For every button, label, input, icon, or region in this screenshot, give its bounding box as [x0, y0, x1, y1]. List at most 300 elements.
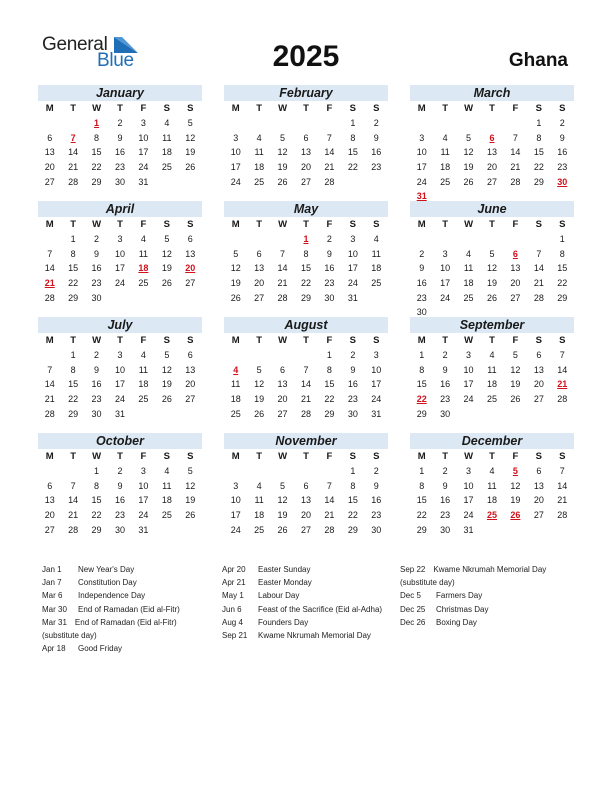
day-cell: 11: [487, 364, 497, 375]
day-cell: 21: [324, 510, 335, 521]
day-cell: 15: [91, 495, 102, 506]
day-cell: 9: [94, 364, 100, 375]
day-cell: 27: [254, 292, 265, 303]
day-grid: [38, 334, 202, 421]
day-cell: 14: [277, 263, 288, 274]
weekday-header: S: [535, 103, 542, 114]
weekday-header: F: [512, 219, 519, 230]
weekday-header: S: [163, 335, 170, 346]
day-cell: 24: [463, 394, 474, 405]
day-cell: 25: [161, 162, 172, 173]
day-cell: 13: [44, 147, 55, 158]
month-december: [410, 433, 574, 537]
day-cell: 17: [230, 510, 241, 521]
day-cell: 16: [347, 379, 358, 390]
day-cell: 15: [416, 379, 427, 390]
day-cell: 5: [489, 248, 495, 259]
day-cell: 7: [559, 350, 565, 360]
day-grid: [38, 450, 202, 537]
day-cell: 24: [114, 394, 125, 405]
day-cell: 7: [47, 248, 53, 259]
weekday-header: T: [489, 335, 495, 346]
empty-day-cell: [410, 232, 433, 247]
day-cell: 28: [533, 292, 544, 303]
day-cell: 5: [280, 132, 286, 143]
day-cell: 9: [373, 132, 379, 143]
weekday-header: T: [117, 219, 123, 230]
day-cell: 19: [161, 263, 172, 274]
day-cell: 20: [44, 510, 55, 521]
weekday-header: W: [278, 103, 288, 114]
day-cell: 6: [187, 350, 193, 360]
day-cell: 26: [185, 510, 196, 521]
weekday-header: F: [512, 335, 519, 346]
day-cell: 11: [487, 480, 497, 491]
day-cell: 7: [512, 132, 518, 143]
day-cell: 4: [489, 466, 495, 476]
day-cell: 5: [256, 364, 262, 375]
day-cell: 14: [68, 495, 79, 506]
holiday-name: Labour Day: [258, 591, 300, 601]
weekday-header: M: [231, 219, 240, 230]
day-cell: 15: [533, 147, 544, 158]
day-cell: 15: [68, 263, 79, 274]
day-cell: 13: [510, 263, 521, 274]
holiday-day-cell: 5: [512, 466, 518, 476]
day-cell: 10: [138, 132, 149, 143]
day-cell: 16: [91, 263, 102, 274]
holiday-date: Dec 25: [400, 604, 426, 614]
day-cell: 17: [138, 147, 149, 158]
weekday-header: W: [92, 335, 102, 346]
day-cell: 12: [510, 480, 521, 491]
day-cell: 29: [533, 176, 544, 187]
day-cell: 10: [463, 364, 474, 375]
holiday-day-cell: 6: [512, 248, 518, 259]
empty-day-cell: [247, 464, 270, 479]
day-cell: 14: [44, 379, 55, 390]
day-cell: 16: [416, 278, 427, 289]
weekday-header: F: [512, 103, 519, 114]
day-cell: 8: [70, 364, 76, 375]
day-cell: 6: [47, 480, 53, 491]
weekday-header: M: [417, 451, 426, 462]
day-cell: 13: [300, 495, 311, 506]
day-cell: 31: [114, 408, 125, 419]
holiday-name: End of Ramadan (Eid al-Fitr): [74, 617, 177, 627]
day-cell: 11: [440, 147, 450, 158]
weekday-header: S: [349, 219, 356, 230]
day-cell: 8: [419, 480, 425, 491]
month-april: [38, 201, 202, 305]
day-cell: 21: [324, 162, 335, 173]
weekday-header: T: [489, 451, 495, 462]
empty-day-cell: [61, 116, 84, 131]
holiday-day-cell: 25: [486, 510, 497, 521]
weekday-header: S: [187, 335, 194, 346]
day-cell: 23: [91, 394, 102, 405]
month-title: August: [224, 317, 388, 333]
weekday-header: F: [140, 335, 147, 346]
day-cell: 24: [463, 510, 474, 521]
empty-day-cell: [271, 348, 294, 363]
day-cell: 17: [440, 278, 451, 289]
day-cell: 9: [326, 248, 332, 259]
empty-day-cell: [480, 116, 503, 131]
day-cell: 10: [347, 248, 358, 259]
empty-day-cell: [504, 116, 527, 131]
day-grid: [224, 450, 388, 537]
holiday-date: Dec 26: [400, 617, 426, 627]
day-cell: 1: [350, 118, 356, 128]
day-cell: 19: [161, 379, 172, 390]
weekday-header: S: [535, 335, 542, 346]
day-cell: 18: [254, 162, 265, 173]
holiday-note: [222, 589, 382, 602]
month-november: [224, 433, 388, 537]
day-cell: 23: [416, 292, 427, 303]
day-cell: 2: [442, 466, 448, 476]
day-cell: 24: [371, 394, 382, 405]
day-cell: 11: [138, 364, 149, 375]
day-cell: 14: [533, 263, 544, 274]
day-cell: 26: [277, 524, 288, 535]
day-cell: 22: [324, 394, 335, 405]
day-cell: 6: [187, 234, 193, 244]
day-cell: 30: [324, 292, 335, 303]
holiday-name: Independence Day: [78, 591, 146, 601]
day-cell: 3: [419, 132, 425, 143]
day-cell: 26: [161, 394, 172, 405]
day-cell: 8: [303, 248, 309, 259]
weekday-header: M: [231, 451, 240, 462]
weekday-header: W: [92, 103, 102, 114]
day-cell: 31: [463, 524, 474, 535]
day-cell: 28: [277, 292, 288, 303]
month-title: February: [224, 85, 388, 101]
day-cell: 8: [326, 364, 332, 375]
day-cell: 8: [419, 364, 425, 375]
weekday-header: F: [512, 451, 519, 462]
holiday-note-continuation: (substitute day): [42, 631, 97, 641]
holiday-date: Apr 21: [222, 578, 246, 588]
day-cell: 31: [138, 524, 149, 535]
day-cell: 24: [230, 176, 241, 187]
month-october: [38, 433, 202, 537]
day-cell: 26: [463, 176, 474, 187]
day-cell: 2: [117, 118, 123, 128]
weekday-header: W: [464, 103, 474, 114]
weekday-header: T: [70, 103, 77, 114]
day-cell: 19: [486, 278, 497, 289]
month-august: [224, 317, 388, 421]
day-cell: 18: [371, 263, 382, 274]
day-cell: 7: [47, 364, 53, 375]
day-cell: 26: [254, 408, 265, 419]
holiday-date: Jan 1: [42, 565, 62, 574]
day-cell: 22: [68, 278, 79, 289]
day-cell: 1: [536, 118, 542, 128]
weekday-header: S: [373, 335, 380, 346]
empty-day-cell: [224, 464, 247, 479]
day-grid: [224, 102, 388, 189]
day-cell: 13: [277, 379, 288, 390]
holiday-name: Founders Day: [258, 617, 309, 627]
day-cell: 1: [559, 234, 565, 244]
day-cell: 19: [185, 495, 196, 506]
weekday-header: T: [256, 103, 263, 114]
day-cell: 30: [347, 408, 358, 419]
day-cell: 12: [161, 364, 172, 375]
day-cell: 3: [466, 350, 472, 360]
day-cell: 16: [91, 379, 102, 390]
empty-day-cell: [504, 232, 527, 247]
day-cell: 1: [326, 350, 332, 360]
weekday-header: T: [117, 335, 123, 346]
day-cell: 22: [68, 394, 79, 405]
day-cell: 15: [300, 263, 311, 274]
day-cell: 1: [419, 350, 425, 360]
day-cell: 24: [347, 278, 358, 289]
day-cell: 17: [463, 495, 474, 506]
month-title: January: [38, 85, 202, 101]
day-cell: 31: [138, 176, 149, 187]
day-cell: 21: [277, 278, 288, 289]
holiday-name: End of Ramadan (Eid al-Fitr): [78, 604, 180, 614]
holiday-day-cell: 1: [94, 118, 100, 128]
month-title: April: [38, 201, 202, 217]
day-cell: 1: [419, 466, 425, 476]
day-cell: 22: [347, 510, 358, 521]
day-cell: 10: [230, 147, 241, 158]
day-cell: 3: [350, 234, 356, 244]
holiday-date: Aug 4: [222, 617, 243, 627]
day-cell: 31: [371, 408, 382, 419]
day-cell: 24: [138, 510, 149, 521]
day-cell: 2: [419, 248, 425, 259]
weekday-header: W: [92, 451, 102, 462]
day-cell: 4: [373, 234, 379, 244]
day-cell: 11: [254, 147, 264, 158]
day-cell: 26: [161, 278, 172, 289]
day-cell: 17: [138, 495, 149, 506]
day-cell: 1: [70, 234, 76, 244]
day-cell: 30: [416, 307, 427, 318]
day-cell: 29: [68, 292, 79, 303]
day-cell: 18: [463, 278, 474, 289]
day-cell: 29: [91, 524, 102, 535]
day-cell: 10: [440, 263, 451, 274]
holiday-date: Sep 22: [400, 565, 426, 574]
day-cell: 8: [559, 248, 565, 259]
holiday-notes-column: [222, 563, 382, 642]
day-cell: 23: [557, 162, 568, 173]
day-cell: 29: [300, 292, 311, 303]
holiday-name: Good Friday: [78, 644, 123, 654]
day-cell: 2: [373, 466, 379, 476]
day-grid: [410, 102, 574, 204]
empty-day-cell: [224, 116, 247, 131]
day-cell: 18: [161, 147, 172, 158]
holiday-name: New Year's Day: [78, 565, 135, 574]
month-title: September: [410, 317, 574, 333]
day-cell: 15: [347, 147, 358, 158]
day-cell: 13: [185, 248, 196, 259]
weekday-header: M: [417, 335, 426, 346]
weekday-header: W: [278, 335, 288, 346]
day-cell: 29: [68, 408, 79, 419]
day-cell: 4: [140, 350, 146, 360]
day-cell: 10: [371, 364, 382, 375]
month-june: [410, 201, 574, 320]
weekday-header: M: [45, 335, 54, 346]
day-cell: 26: [230, 292, 241, 303]
weekday-header: T: [303, 451, 309, 462]
weekday-header: S: [163, 103, 170, 114]
day-cell: 2: [442, 350, 448, 360]
day-cell: 17: [114, 379, 125, 390]
day-cell: 6: [280, 364, 286, 375]
day-cell: 10: [463, 480, 474, 491]
holiday-date: Apr 18: [42, 644, 66, 654]
day-cell: 4: [466, 248, 472, 259]
day-cell: 9: [350, 364, 356, 375]
holiday-day-cell: 7: [70, 132, 76, 143]
day-cell: 2: [559, 118, 565, 128]
day-cell: 4: [256, 132, 262, 143]
empty-day-cell: [38, 348, 61, 363]
day-cell: 10: [138, 480, 149, 491]
holiday-date: Jan 7: [42, 578, 62, 588]
day-cell: 12: [277, 495, 288, 506]
day-cell: 11: [231, 379, 241, 390]
day-cell: 15: [347, 495, 358, 506]
weekday-header: S: [349, 103, 356, 114]
month-title: July: [38, 317, 202, 333]
weekday-header: S: [187, 219, 194, 230]
weekday-header: F: [326, 451, 333, 462]
day-grid: [224, 334, 388, 421]
day-cell: 15: [324, 379, 335, 390]
day-cell: 29: [557, 292, 568, 303]
day-cell: 20: [300, 162, 311, 173]
day-cell: 25: [161, 510, 172, 521]
day-cell: 21: [44, 394, 55, 405]
weekday-header: W: [464, 335, 474, 346]
day-cell: 23: [91, 278, 102, 289]
holiday-day-cell: 31: [416, 191, 427, 202]
day-cell: 22: [533, 162, 544, 173]
holiday-date: Jun 6: [222, 604, 242, 614]
empty-day-cell: [318, 116, 341, 131]
logo-text-blue: Blue: [97, 50, 134, 71]
day-cell: 20: [254, 278, 265, 289]
month-title: December: [410, 433, 574, 449]
day-cell: 28: [44, 292, 55, 303]
weekday-header: T: [303, 103, 309, 114]
day-cell: 20: [185, 379, 196, 390]
day-cell: 27: [300, 524, 311, 535]
empty-day-cell: [271, 116, 294, 131]
day-cell: 22: [557, 278, 568, 289]
day-cell: 6: [256, 248, 262, 259]
weekday-header: W: [278, 219, 288, 230]
day-cell: 23: [114, 510, 125, 521]
empty-day-cell: [457, 116, 480, 131]
weekday-header: S: [535, 219, 542, 230]
day-cell: 2: [117, 466, 123, 476]
day-cell: 8: [536, 132, 542, 143]
day-cell: 24: [416, 176, 427, 187]
holiday-name: Constitution Day: [78, 578, 137, 588]
weekday-header: S: [559, 219, 566, 230]
day-cell: 12: [230, 263, 241, 274]
day-cell: 8: [350, 480, 356, 491]
day-cell: 5: [466, 132, 472, 143]
weekday-header: M: [417, 219, 426, 230]
day-cell: 8: [70, 248, 76, 259]
day-cell: 13: [254, 263, 265, 274]
holiday-name: Farmers Day: [436, 591, 483, 601]
day-cell: 14: [68, 147, 79, 158]
day-cell: 14: [557, 480, 568, 491]
holiday-notes-column: [400, 563, 546, 629]
empty-day-cell: [527, 232, 550, 247]
day-cell: 10: [114, 364, 125, 375]
day-cell: 4: [256, 480, 262, 491]
day-cell: 18: [486, 379, 497, 390]
day-cell: 24: [440, 292, 451, 303]
holiday-day-cell: 26: [510, 510, 521, 521]
day-cell: 17: [347, 263, 358, 274]
day-cell: 22: [416, 510, 427, 521]
day-cell: 12: [277, 147, 288, 158]
day-cell: 16: [557, 147, 568, 158]
day-cell: 4: [489, 350, 495, 360]
holiday-name: Easter Monday: [258, 578, 312, 588]
day-cell: 25: [254, 524, 265, 535]
day-cell: 1: [70, 350, 76, 360]
day-cell: 28: [510, 176, 521, 187]
day-cell: 7: [280, 248, 286, 259]
month-title: May: [224, 201, 388, 217]
holiday-name: Christmas Day: [436, 604, 489, 614]
day-cell: 19: [277, 162, 288, 173]
day-cell: 21: [300, 394, 311, 405]
weekday-header: S: [373, 103, 380, 114]
empty-day-cell: [38, 116, 61, 131]
day-grid: [38, 102, 202, 189]
day-cell: 5: [187, 118, 193, 128]
day-cell: 5: [187, 466, 193, 476]
holiday-date: Apr 20: [222, 565, 246, 574]
weekday-header: W: [464, 451, 474, 462]
day-cell: 23: [440, 394, 451, 405]
day-grid: [410, 450, 574, 537]
day-cell: 19: [510, 379, 521, 390]
empty-day-cell: [247, 116, 270, 131]
day-cell: 22: [91, 162, 102, 173]
day-cell: 26: [486, 292, 497, 303]
day-cell: 29: [416, 408, 427, 419]
day-cell: 18: [230, 394, 241, 405]
day-cell: 5: [512, 350, 518, 360]
day-cell: 19: [185, 147, 196, 158]
weekday-header: W: [278, 451, 288, 462]
day-cell: 28: [68, 176, 79, 187]
holiday-note: [42, 603, 180, 616]
day-cell: 27: [533, 510, 544, 521]
